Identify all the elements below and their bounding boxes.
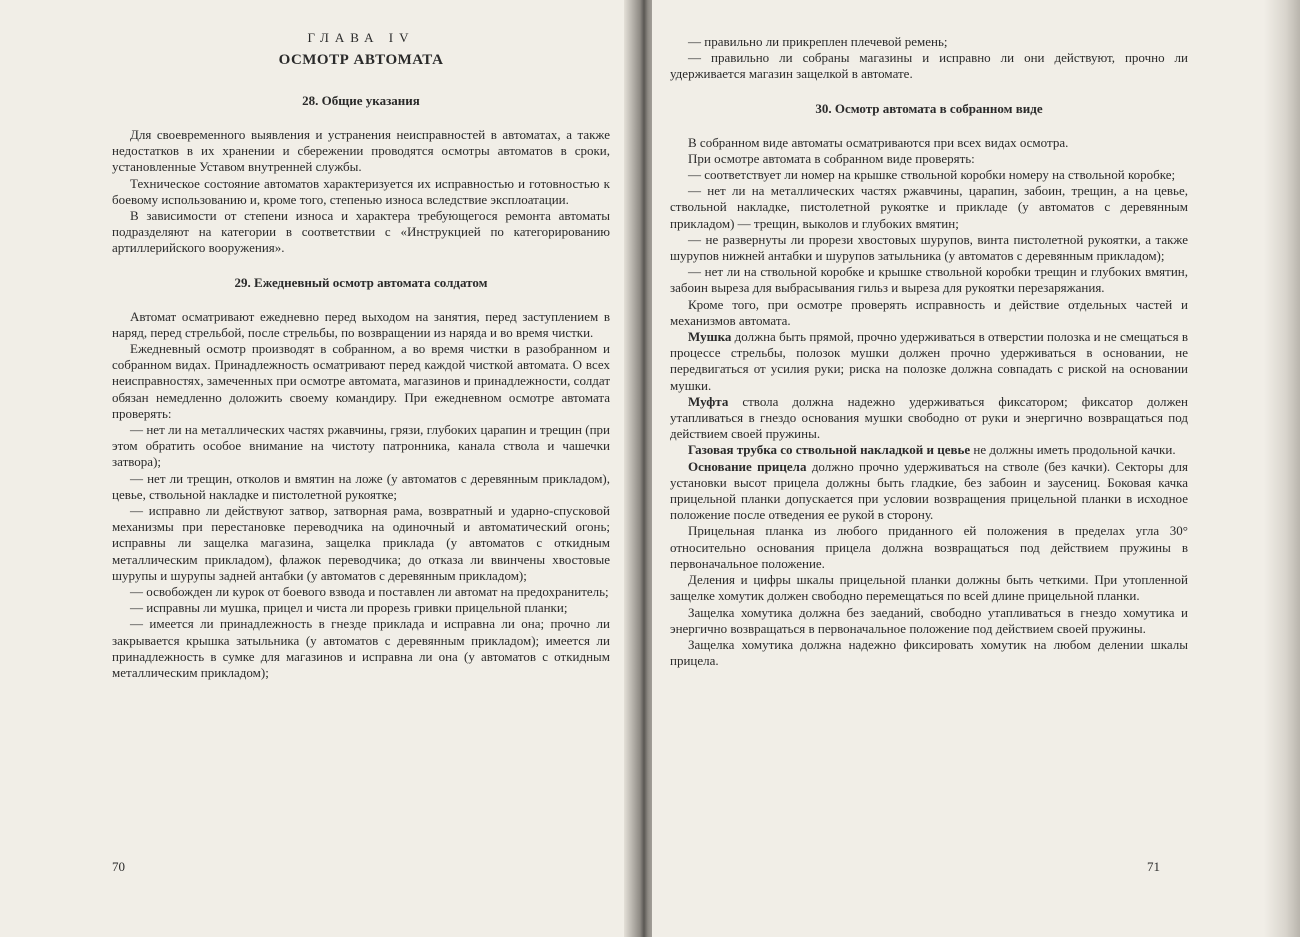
paragraph: Автомат осматривают ежедневно перед выходом на занятия, перед заступлением в наряд, перед стрельбой, после стрельбы, по возвращении из наряда и во время чистки. bbox=[112, 308, 610, 340]
list-item: — нет ли трещин, отколов и вмятин на ложе (у автоматов с деревянным прикладом), цевье, ствольной накладке и пистолетной рукоятке; bbox=[112, 470, 610, 502]
paragraph: В зависимости от степени износа и характера требующегося ремонта автоматы подразделяют на категории в соответствии с «Инструкцией по категорированию артиллерийского вооружения». bbox=[112, 208, 610, 256]
paragraph: Защелка хомутика должна без заеданий, свободно утапливаться в гнездо хомутика и энергично возвращаться в первоначальное положение под действием своей пружины. bbox=[670, 604, 1188, 636]
paragraph: Деления и цифры шкалы прицельной планки должны быть четкими. При утопленной защелке хомутик должен свободно перемещаться по всей длине прицельной планки. bbox=[670, 572, 1188, 604]
section-29-title: 29. Ежедневный осмотр автомата солдатом bbox=[234, 274, 488, 290]
paragraph: В собранном виде автоматы осматриваются при всех видах осмотра. bbox=[688, 134, 1069, 150]
list-item: — не развернуты ли прорези хвостовых шурупов, винта пистолетной рукоятки, а также шурупов нижней антабки и шурупов затыльника (у автоматов с деревянным прикладом); bbox=[670, 231, 1188, 264]
paragraph: Защелка хомутика должна надежно фиксировать хомутик на любом делении шкалы прицела. bbox=[670, 636, 1188, 669]
paragraph-sight-base bbox=[670, 459, 1188, 524]
list-item: — исправно ли действуют затвор, затворная рама, возвратный и ударно-спусковой механизмы при перестановке переводчика на одиночный и автоматический огонь; исправны ли защелка магазина, защелка приклада (у автоматов с откидным металлическим прикладом), флажок переводчика; до отказа ли ввинчены хвостовые шурупы и шурупы задней антабки (у автоматов с деревянным прикладом); bbox=[112, 503, 610, 583]
paragraph-mufta bbox=[670, 394, 1188, 443]
paragraph: Техническое состояние автоматов характеризуется их исправностью и готовностью к боевому использованию и, кроме того, степенью износа вследствие эксплоатации. bbox=[112, 175, 610, 207]
left-page bbox=[0, 0, 640, 937]
text-mushka: должна быть прямой, прочно удерживаться в отверстии полозка и не смещаться в процессе стрельбы, полозок мушки должен прочно удерживаться в основании, не передвигаться от усилия руки; риска на полозке должна совпадать с риской на основании мушки. bbox=[670, 329, 1188, 393]
term-mushka: Мушка bbox=[688, 329, 732, 345]
term-gas-tube: Газовая трубка со ствольной накладкой и цевье bbox=[688, 442, 971, 458]
paragraph-gas-tube bbox=[670, 442, 1188, 458]
section-30-title: 30. Осмотр автомата в собранном виде bbox=[815, 100, 1043, 116]
text-sight-base: должно прочно удерживаться на стволе (без качки). Секторы для установки высот прицела должны быть гладкие, без забоин и заусениц. Боковая качка прицельной планки допускается при условии возвращения прицельной планки в исходное положение после отведения ее рукой в сторону. bbox=[670, 458, 1188, 523]
paragraph-mushka bbox=[670, 329, 1188, 394]
spacer bbox=[670, 83, 1188, 101]
paragraph: При осмотре автомата в собранном виде проверять: bbox=[688, 150, 975, 166]
list-item: — нет ли на ствольной коробке и крышке ствольной коробки трещин и глубоких вмятин, забоин выреза для выбрасывания гильз и выреза для рукоятки перезаряжания. bbox=[670, 264, 1188, 296]
page-number-left: 70 bbox=[112, 859, 125, 874]
paragraph: Ежедневный осмотр производят в собранном, а во время чистки в разобранном и собранном видах. Принадлежность осматривают перед каждой чисткой автомата. О всех неисправностях, замеченных при осмотре автомата, магазинов и принадлежности, солдат обязан немедленно доложить своему командиру. При ежедневном осмотре автомата проверять: bbox=[112, 341, 610, 421]
chapter-label: ГЛАВА IV bbox=[307, 30, 415, 45]
list-item: — соответствует ли номер на крышке ствольной коробки номеру на ствольной коробке; bbox=[688, 167, 1176, 183]
list-item: — правильно ли прикреплен плечевой ремень; bbox=[688, 34, 948, 49]
list-item: — имеется ли принадлежность в гнезде приклада и исправна ли она; прочно ли закрывается крышка затыльника (у автоматов с деревянным прикладом); имеется ли принадлежность в сумке для магазинов и исправна ли она (у автоматов с откидным металлическим прикладом); bbox=[112, 616, 610, 681]
spacer bbox=[112, 257, 610, 275]
text-gas-tube: не должны иметь продольной качки. bbox=[970, 442, 1176, 458]
text-mufta: ствола должна надежно удерживаться фиксатором; фиксатор должен утапливаться в гнездо основания мушки свободно от руки и энергично возвращаться под действием своей пружины. bbox=[670, 393, 1188, 442]
section-28-title: 28. Общие указания bbox=[302, 93, 420, 108]
right-page bbox=[652, 0, 1300, 937]
list-item: — освобожден ли курок от боевого взвода и поставлен ли автомат на предохранитель; bbox=[130, 584, 609, 600]
paragraph: Для своевременного выявления и устранения неисправностей в автоматах, а также недостатков в их хранении и сбережении проводятся осмотры автоматов в сроки, установленные Уставом внутренней службы. bbox=[112, 127, 610, 175]
page-number-right: 71 bbox=[1147, 859, 1160, 874]
page-edge-shadow bbox=[1264, 0, 1300, 937]
list-item: — правильно ли собраны магазины и исправно ли они действуют, прочно ли удерживается магазин защелкой в автомате. bbox=[670, 50, 1188, 82]
paragraph: Кроме того, при осмотре проверять исправность и действие отдельных частей и механизмов автомата. bbox=[670, 296, 1188, 328]
term-mufta: Муфта bbox=[688, 393, 729, 409]
list-item: — исправны ли мушка, прицел и чиста ли прорезь гривки прицельной планки; bbox=[130, 600, 568, 616]
list-item: — нет ли на металлических частях ржавчины, царапин, забоин, трещин, а на цевье, ствольной накладке, пистолетной рукоятке и прикладе (у автоматов с деревянным прикладом) — трещин, выколов и глубоких вмятин; bbox=[670, 183, 1188, 231]
term-sight-base: Основание прицела bbox=[688, 458, 807, 474]
paragraph: Прицельная планка из любого приданного ей положения в пределах угла 30° относительно основания прицела должна возвращаться под действием пружины в первоначальное положение. bbox=[670, 523, 1188, 571]
list-item: — нет ли на металлических частях ржавчины, грязи, глубоких царапин и трещин (при этом обратить особое внимание на чистоту патронника, канала ствола и чашечки затвора); bbox=[112, 422, 610, 470]
chapter-title: ОСМОТР АВТОМАТА bbox=[278, 52, 444, 68]
